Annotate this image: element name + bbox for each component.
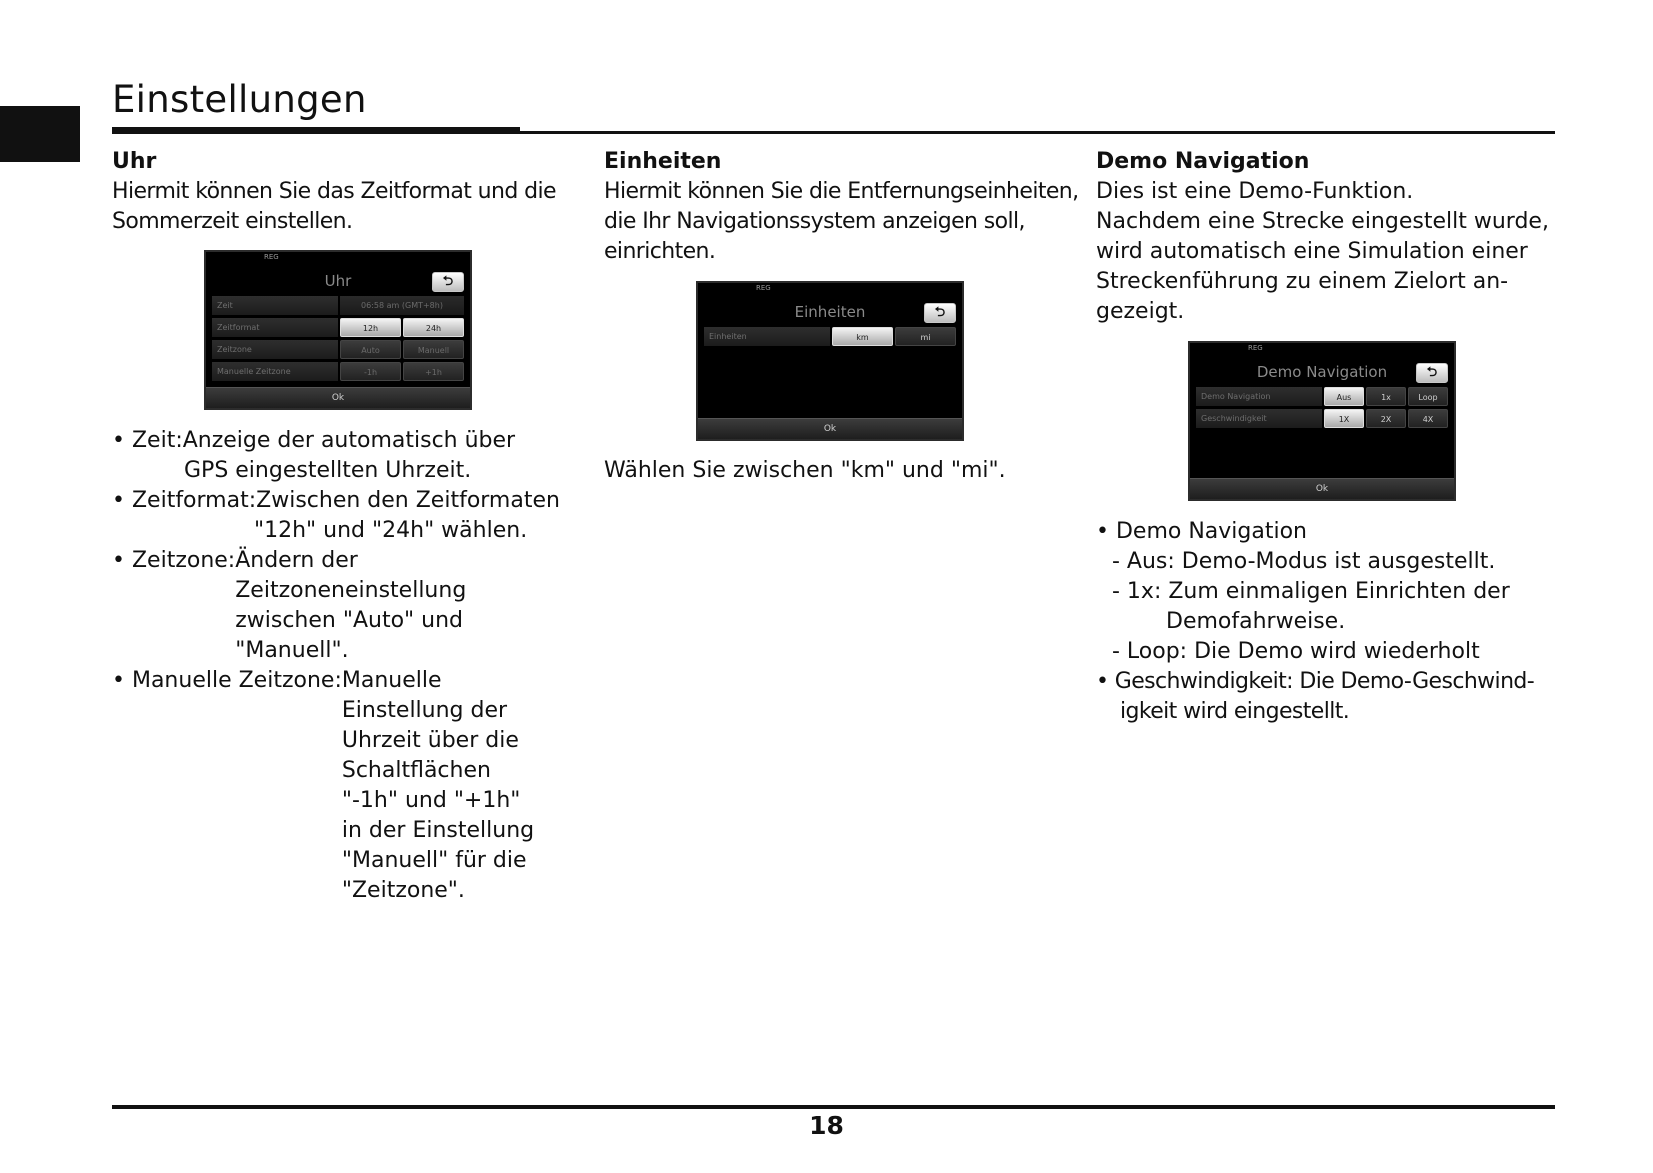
demo-intro-line: wird automatisch eine Simulation einer bbox=[1096, 239, 1528, 264]
title-underline bbox=[112, 131, 1555, 134]
section-heading-demo-navigation: Demo Navigation bbox=[1096, 149, 1310, 174]
bullet-line: Demofahrweise. bbox=[1166, 609, 1346, 634]
setting-label: Zeitzone bbox=[212, 340, 338, 359]
bullet-line: Schaltflächen bbox=[341, 758, 491, 783]
setting-row-zeit bbox=[212, 296, 464, 315]
bullet-line: GPS eingestellten Uhrzeit. bbox=[184, 458, 472, 483]
back-arrow-icon[interactable]: ⮌ bbox=[924, 303, 956, 323]
bullet-text bbox=[183, 426, 582, 456]
bullet-line: - Loop: Die Demo wird wiederholt bbox=[1112, 639, 1480, 664]
option-button-km[interactable]: km bbox=[832, 327, 893, 346]
einheiten-intro-line: die Ihr Navigationssystem anzeigen soll, bbox=[604, 209, 1025, 234]
uhr-intro-line: Hiermit können Sie das Zeitformat und die bbox=[112, 179, 556, 204]
option-button-auto[interactable]: Auto bbox=[340, 340, 401, 359]
bullet-line: Ändern der bbox=[235, 548, 358, 573]
demo-intro-line: Streckenführung zu einem Zielort an- bbox=[1096, 269, 1509, 294]
screen-title: Einheiten bbox=[794, 303, 866, 321]
bullet-line: "Manuell". bbox=[235, 638, 349, 663]
uhr-bullets bbox=[112, 426, 582, 906]
bullet-line: in der Einstellung bbox=[341, 818, 535, 843]
einheiten-note-text: Wählen Sie zwischen "km" und "mi". bbox=[604, 458, 1006, 483]
bullet-line: "-1h" und "+1h" bbox=[341, 788, 521, 813]
ok-button[interactable]: Ok bbox=[1190, 478, 1454, 499]
page-number: 18 bbox=[809, 1111, 844, 1140]
einheiten-intro bbox=[604, 177, 1079, 267]
back-arrow-icon[interactable]: ⮌ bbox=[432, 272, 464, 292]
bullet-line: Einstellung der bbox=[341, 698, 508, 723]
setting-row-manuelle-zeitzone bbox=[212, 362, 464, 381]
bullet-line: Uhrzeit über die bbox=[341, 728, 519, 753]
option-button-manuell[interactable]: Manuell bbox=[403, 340, 464, 359]
section-uhr bbox=[112, 147, 582, 237]
bullet-line: Anzeige der automatisch über bbox=[182, 428, 516, 453]
section-einheiten bbox=[604, 147, 1079, 267]
demo-intro-line: gezeigt. bbox=[1096, 299, 1185, 324]
option-button-loop[interactable]: Loop bbox=[1408, 387, 1448, 406]
bullet-line: - 1x: Zum einmaligen Einrichten der bbox=[1112, 579, 1510, 604]
screen-uhr bbox=[204, 250, 472, 410]
bullet-text bbox=[342, 666, 582, 906]
option-button-24h[interactable]: 24h bbox=[403, 318, 464, 337]
einheiten-intro-line: einrichten. bbox=[604, 239, 716, 264]
bullet-zeit bbox=[112, 426, 582, 456]
section-heading-uhr: Uhr bbox=[112, 149, 157, 174]
bullet-line: Manuelle bbox=[341, 668, 442, 693]
option-button-plus-1h[interactable]: +1h bbox=[403, 362, 464, 381]
bullet-manuelle-zeitzone bbox=[112, 666, 582, 906]
screen-title: Uhr bbox=[324, 272, 352, 290]
setting-value: 06:58 am (GMT+8h) bbox=[340, 296, 464, 315]
setting-row-zeitzone bbox=[212, 340, 464, 359]
ok-button[interactable]: Ok bbox=[698, 418, 962, 439]
section-demo-navigation bbox=[1096, 147, 1566, 327]
setting-label: Zeit bbox=[212, 296, 338, 315]
screen-einheiten bbox=[696, 281, 964, 441]
setting-row-demo-navigation bbox=[1196, 387, 1448, 406]
bullet-text bbox=[235, 546, 582, 666]
demo-intro-line: Nachdem eine Strecke eingestellt wurde, bbox=[1096, 209, 1549, 234]
option-button-minus-1h[interactable]: -1h bbox=[340, 362, 401, 381]
back-arrow-icon[interactable]: ⮌ bbox=[1416, 363, 1448, 383]
einheiten-note bbox=[604, 456, 1074, 486]
bullet-key: • Zeit: bbox=[112, 428, 183, 453]
bullet-line: "12h" und "24h" wählen. bbox=[254, 518, 528, 543]
bullet-line: igkeit wird eingestellt. bbox=[1120, 699, 1350, 724]
option-button-2x-speed[interactable]: 2X bbox=[1366, 409, 1406, 428]
option-button-mi[interactable]: mi bbox=[895, 327, 956, 346]
setting-label: Zeitformat bbox=[212, 318, 338, 337]
demo-intro bbox=[1096, 177, 1566, 327]
screen-reg-label: REG bbox=[756, 284, 771, 292]
bullet-line: • Geschwindigkeit: Die Demo-Geschwind- bbox=[1096, 669, 1535, 694]
option-button-4x-speed[interactable]: 4X bbox=[1408, 409, 1448, 428]
setting-label: Einheiten bbox=[704, 327, 830, 346]
demo-bullets bbox=[1096, 517, 1566, 727]
chapter-tab-marker bbox=[0, 106, 80, 162]
ok-button[interactable]: Ok bbox=[206, 387, 470, 408]
bullet-line: Zwischen den Zeitformaten bbox=[256, 488, 560, 513]
screen-demo-navigation bbox=[1188, 341, 1456, 501]
bullet-line: • Demo Navigation bbox=[1096, 519, 1307, 544]
setting-label: Demo Navigation bbox=[1196, 387, 1322, 406]
setting-label: Geschwindigkeit bbox=[1196, 409, 1322, 428]
page-title: Einstellungen bbox=[112, 78, 367, 121]
uhr-intro bbox=[112, 177, 582, 237]
setting-row-zeitformat bbox=[212, 318, 464, 337]
einheiten-intro-line: Hiermit können Sie die Entfernungseinheiten, bbox=[604, 179, 1079, 204]
bullet-line: zwischen "Auto" und bbox=[235, 608, 464, 633]
bullet-key: • Zeitzone: bbox=[112, 548, 236, 573]
option-button-1x-speed[interactable]: 1X bbox=[1324, 409, 1364, 428]
option-button-12h[interactable]: 12h bbox=[340, 318, 401, 337]
setting-label: Manuelle Zeitzone bbox=[212, 362, 338, 381]
bullet-zeitformat bbox=[112, 486, 582, 516]
option-button-aus[interactable]: Aus bbox=[1324, 387, 1364, 406]
screen-reg-label: REG bbox=[1248, 344, 1263, 352]
setting-row-einheiten bbox=[704, 327, 956, 346]
demo-intro-line: Dies ist eine Demo-Funktion. bbox=[1096, 179, 1414, 204]
bullet-line: "Manuell" für die bbox=[341, 848, 527, 873]
bullet-key: • Zeitformat: bbox=[112, 488, 257, 513]
uhr-intro-line: Sommerzeit einstellen. bbox=[112, 209, 353, 234]
screen-reg-label: REG bbox=[264, 253, 279, 261]
screen-title: Demo Navigation bbox=[1256, 363, 1388, 381]
section-heading-einheiten: Einheiten bbox=[604, 149, 722, 174]
setting-row-geschwindigkeit bbox=[1196, 409, 1448, 428]
bullet-line: - Aus: Demo-Modus ist ausgestellt. bbox=[1112, 549, 1496, 574]
option-button-1x[interactable]: 1x bbox=[1366, 387, 1406, 406]
bullet-line: Zeitzoneneinstellung bbox=[235, 578, 467, 603]
bullet-key: • Manuelle Zeitzone: bbox=[112, 668, 342, 693]
bullet-line: "Zeitzone". bbox=[341, 878, 465, 903]
bullet-zeitzone bbox=[112, 546, 582, 666]
